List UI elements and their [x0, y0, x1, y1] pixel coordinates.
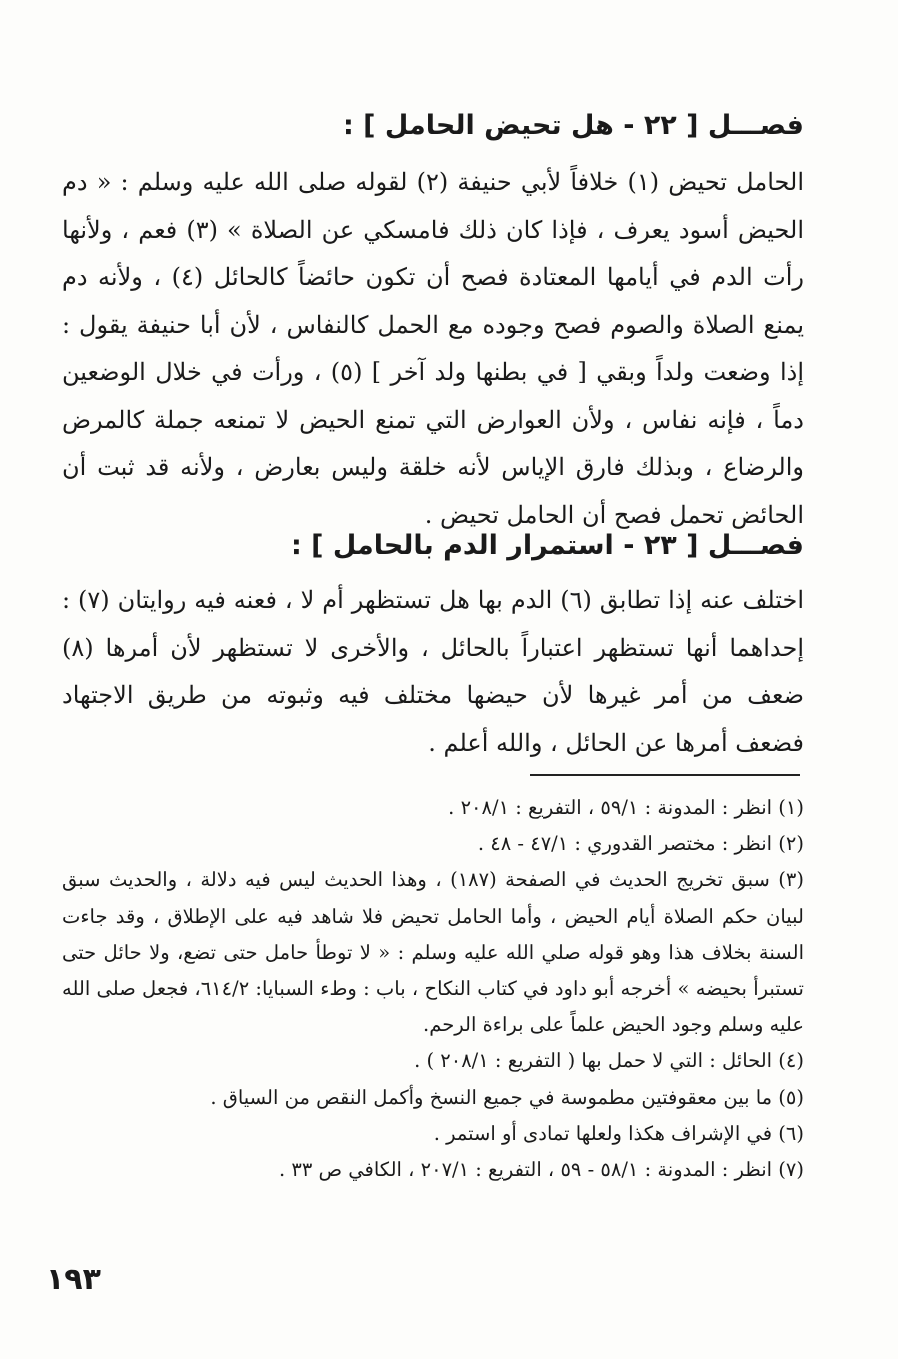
footnote-divider	[530, 774, 800, 776]
footnote-3: (٣) سبق تخريج الحديث في الصفحة (١٨٧) ، وهذا الحديث ليس فيه دلالة ، والحديث سبق لبيان حكم الصلاة أيام الحيض ، وأما الحامل تحيض فلا شاهد فيه على الإطلاق ، وقد جاءت السنة بخلاف هذا وهو قوله صلي الله عليه وسلم : « لا توطأ حامل حتى تضع، ولا حائل حتى تستبرأ بحيضه » أخرجه أبو داود في كتاب النكاح ، باب : وطء السبايا: ٦١٤/٢، فجعل صلى الله عليه وسلم وجود الحيض علماً على براءة الرحم.	[62, 868, 804, 1037]
section-23-body: اختلف عنه إذا تطابق (٦) الدم بها هل تستظهر أم لا ، فعنه فيه روايتان (٧) : إحداهما أنها تستظهر اعتباراً بالحائل ، والأخرى لا تستظهر لأن أمرها (٨) ضعف من أمر غيرها لأن حيضها مختلف فيه وثبوته من طريق الاجتهاد فضعف أمرها عن الحائل ، والله أعلم .	[62, 586, 805, 757]
section-22-heading: فصـــل [ ٢٢ - هل تحيض الحامل ] :	[342, 110, 804, 141]
section-22-body: الحامل تحيض (١) خلافاً لأبي حنيفة (٢) لقوله صلى الله عليه وسلم : « دم الحيض أسود يعرف ، فإذا كان ذلك فامسكي عن الصلاة » (٣) فعم ، ولأنها رأت الدم في أيامها المعتادة فصح أن تكون حائضاً كالحائل (٤) ، ولأنه دم يمنع الصلاة والصوم فصح وجوده مع الحمل كالنفاس ، لأن أبا حنيفة يقول : إذا وضعت ولداً وبقي [ في بطنها ولد آخر ] (٥) ، ورأت في خلال الوضعين دماً ، فإنه نفاس ، ولأن العوارض التي تمنع الحيض لا تمنعه جملة كالمرض والرضاع ، وبذلك فارق الإياس لأنه خلقة وليس بعارض ، ولأنه قد ثبت أن الحائض تحمل فصح أن الحامل تحيض .	[62, 168, 805, 529]
page-number: ١٩٣	[46, 1262, 101, 1297]
footnote-5: (٥) ما بين معقوفتين مطموسة في جميع النسخ وأكمل النقص من السياق .	[210, 1085, 804, 1109]
section-23-heading: فصـــل [ ٢٣ - استمرار الدم بالحامل ] :	[290, 530, 804, 561]
footnote-7: (٧) انظر : المدونة : ٥٨/١ - ٥٩ ، التفريع : ٢٠٧/١ ، الكافي ص ٣٣ .	[278, 1158, 804, 1182]
footnote-6: (٦) في الإشراف هكذا ولعلها تمادى أو استمر .	[433, 1121, 804, 1145]
footnote-1: (١) انظر : المدونة : ٥٩/١ ، التفريع : ٢٠٨/١ .	[448, 796, 804, 819]
footnote-2: (٢) انظر : مختصر القدوري : ٤٧/١ - ٤٨ .	[477, 832, 804, 856]
footnotes	[62, 790, 804, 1188]
footnote-4: (٤) الحائل : التي لا حمل بها ( التفريع : ٢٠٨/١ ) .	[414, 1049, 804, 1073]
